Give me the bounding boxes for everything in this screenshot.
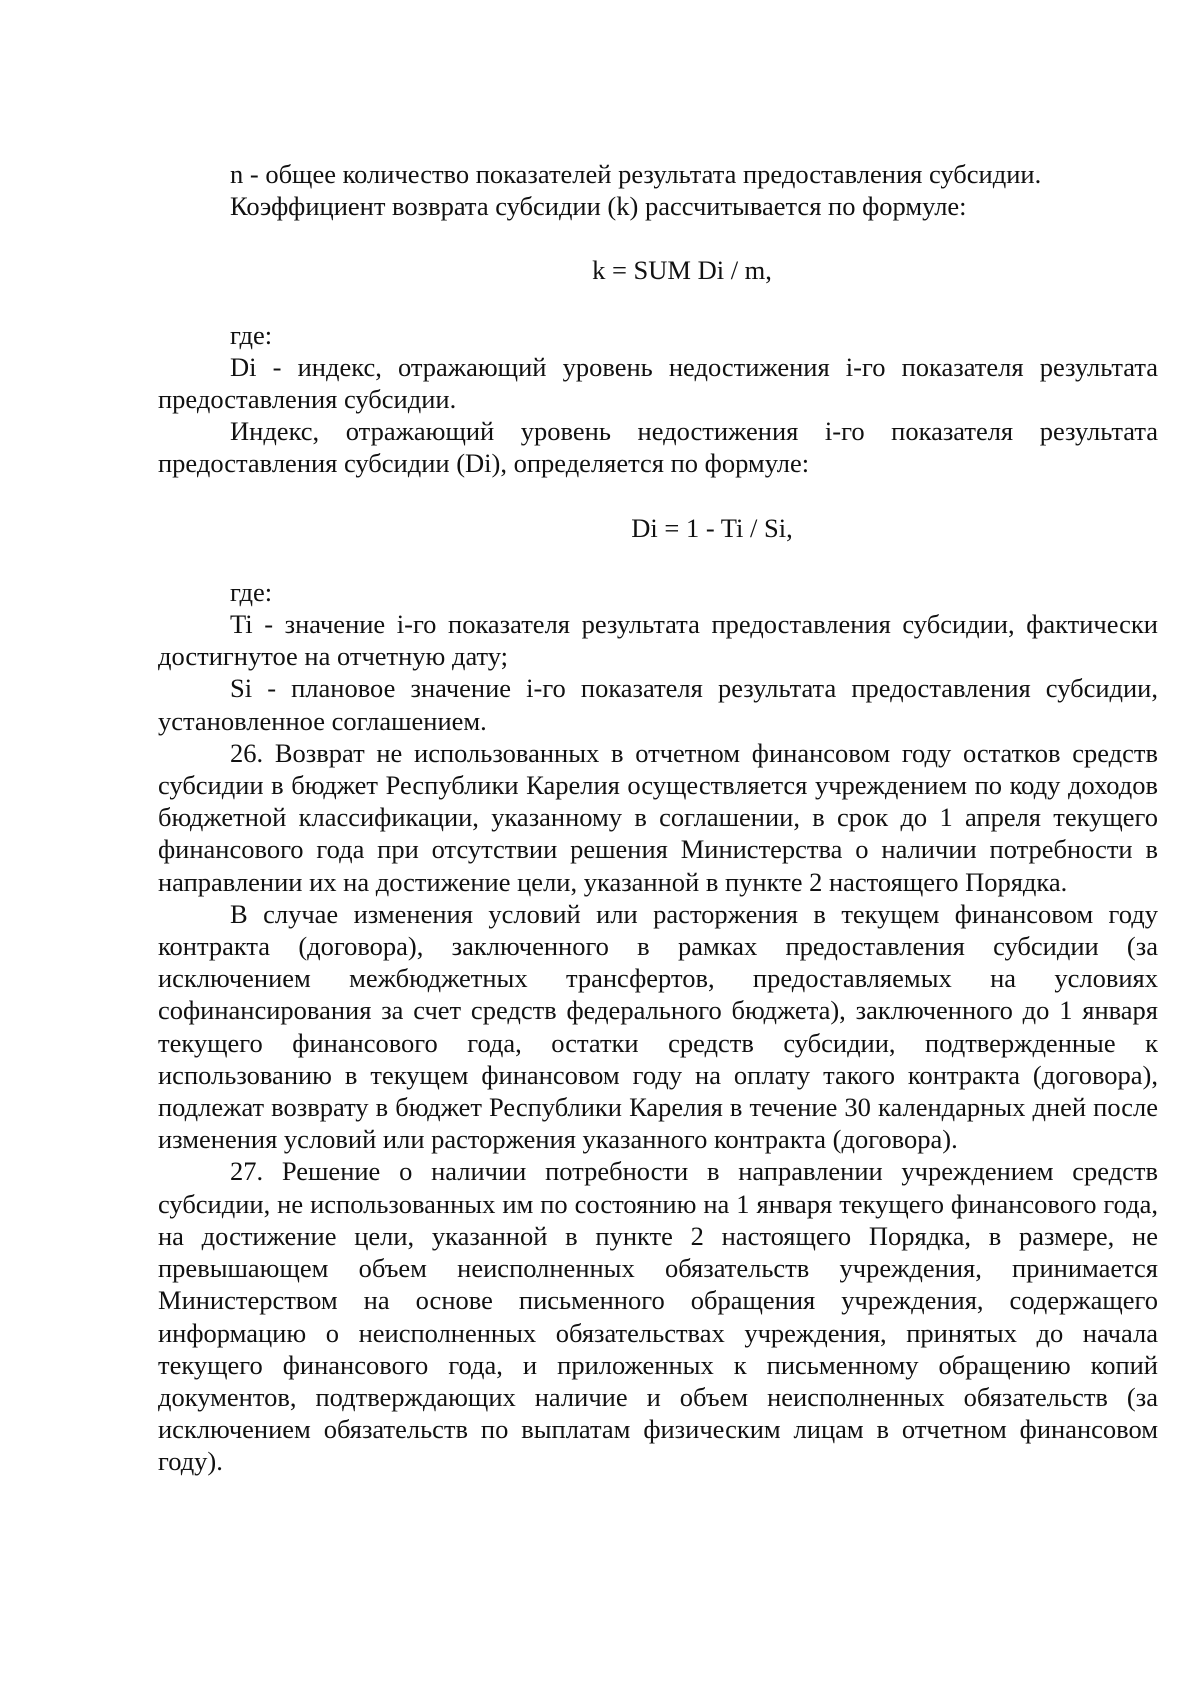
paragraph-di-intro: Индекс, отражающий уровень недостижения i-го показателя результата предоставления субсидии (Di), определяется по формуле: xyxy=(158,416,1158,479)
paragraph-di-definition: Di - индекс, отражающий уровень недостижения i-го показателя результата предоставления субсидии. xyxy=(158,351,1158,415)
formula-k: k = SUM Di / m, xyxy=(592,255,772,286)
where-label-1: где: xyxy=(230,319,273,350)
paragraph-k-intro: Коэффициент возврата субсидии (k) рассчитывается по формуле: xyxy=(230,191,967,222)
paragraph-contract-change: В случае изменения условий или расторжения в текущем финансовом году контракта (договора), заключенного в рамках предоставления субсидии (за исключением межбюджетных трансфертов, предоставляемых на условиях софинансирования за счет средств федерального бюджета), заключенного до 1 января текущего финансового года, остатки средств субсидии, подтвержденные к использованию в текущем финансовом году на оплату такого контракта (договора), подлежат возврату в бюджет Республики Карелия в течение 30 календарных дней после изменения условий или расторжения указанного контракта (договора). xyxy=(158,898,1158,1155)
formula-di: Di = 1 - Ti / Si, xyxy=(631,512,793,543)
paragraph-n-definition: n - общее количество показателей результата предоставления субсидии. xyxy=(230,159,1042,189)
where-label-2: где: xyxy=(230,576,273,607)
paragraph-item-26: 26. Возврат не использованных в отчетном финансовом году остатков средств субсидии в бюджет Республики Карелия осуществляется учреждением по коду доходов бюджетной классификации, указанному в соглашении, в срок до 1 апреля текущего финансового года при отсутствии решения Министерства о наличии потребности в направлении их на достижение цели, указанной в пункте 2 настоящего Порядка. xyxy=(158,737,1158,897)
document-page xyxy=(158,158,1158,1478)
paragraph-item-27: 27. Решение о наличии потребности в направлении учреждением средств субсидии, не использованных им по состоянию на 1 января текущего финансового года, на достижение цели, указанной в пункте 2 настоящего Порядка, в размере, не превышающем объем неисполненных обязательств учреждения, принимается Министерством на основе письменного обращения учреждения, содержащего информацию о неисполненных обязательствах учреждения, принятых до начала текущего финансового года, и приложенных к письменному обращению копий документов, подтверждающих наличие и объем неисполненных обязательств (за исключением обязательств по выплатам физическим лицам в отчетном финансовом году). xyxy=(158,1156,1158,1477)
paragraph-si-definition: Si - плановое значение i-го показателя результата предоставления субсидии, установленное соглашением. xyxy=(158,673,1158,736)
paragraph-ti-definition: Ti - значение i-го показателя результата предоставления субсидии, фактически достигнутое на отчетную дату; xyxy=(158,609,1158,672)
